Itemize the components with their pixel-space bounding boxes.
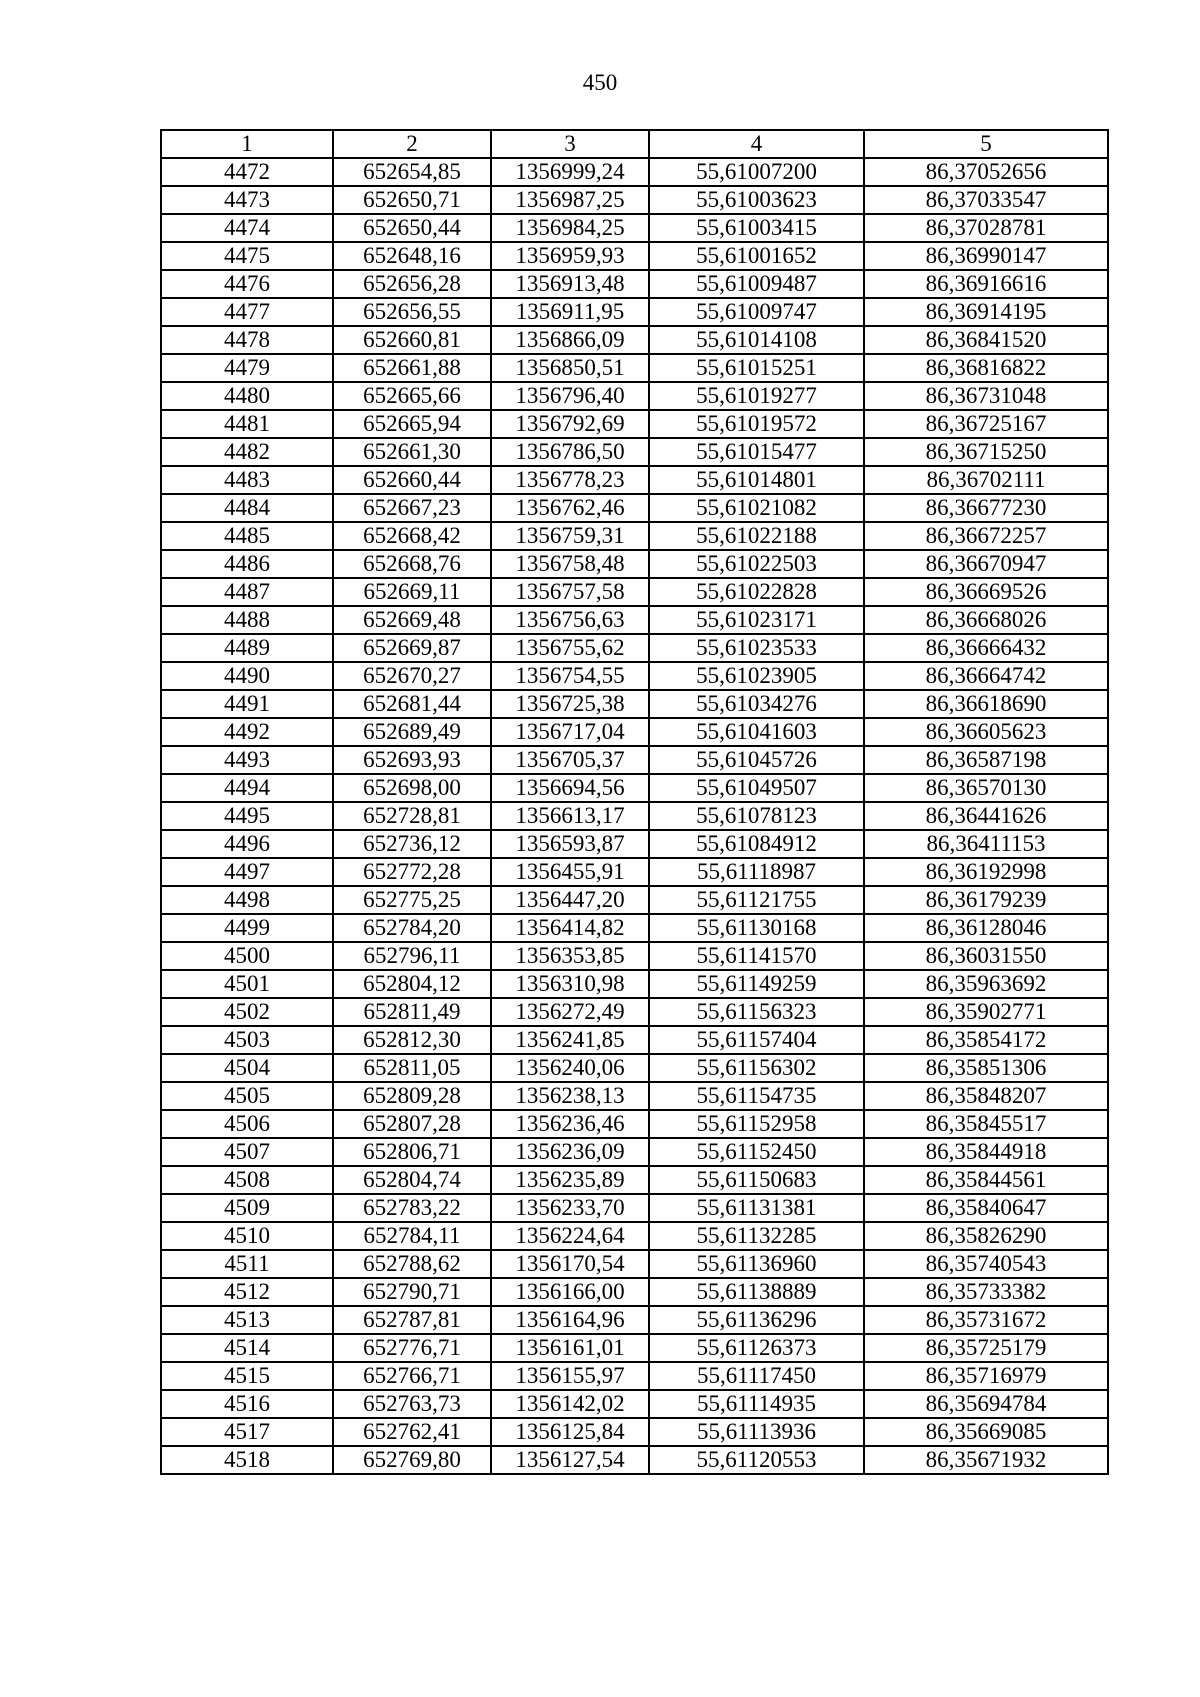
x-coordinate-cell: 652689,49: [333, 718, 491, 746]
latitude-cell: 55,61136960: [649, 1250, 864, 1278]
latitude-cell: 55,61156323: [649, 998, 864, 1026]
column-header-3: 3: [491, 130, 649, 158]
longitude-cell: 86,37033547: [864, 186, 1108, 214]
y-coordinate-cell: 1356999,24: [491, 158, 649, 186]
table-row: [161, 1194, 1108, 1222]
table-row: [161, 1054, 1108, 1082]
longitude-cell: 86,36702111: [864, 466, 1108, 494]
y-coordinate-cell: 1356792,69: [491, 410, 649, 438]
x-coordinate-cell: 652804,74: [333, 1166, 491, 1194]
y-coordinate-cell: 1356725,38: [491, 690, 649, 718]
point-number-cell: 4510: [161, 1222, 333, 1250]
y-coordinate-cell: 1356717,04: [491, 718, 649, 746]
point-number-cell: 4475: [161, 242, 333, 270]
y-coordinate-cell: 1356238,13: [491, 1082, 649, 1110]
x-coordinate-cell: 652665,66: [333, 382, 491, 410]
latitude-cell: 55,61121755: [649, 886, 864, 914]
x-coordinate-cell: 652654,85: [333, 158, 491, 186]
table-row: [161, 858, 1108, 886]
table-row: [161, 1306, 1108, 1334]
x-coordinate-cell: 652665,94: [333, 410, 491, 438]
point-number-cell: 4497: [161, 858, 333, 886]
latitude-cell: 55,61049507: [649, 774, 864, 802]
longitude-cell: 86,36715250: [864, 438, 1108, 466]
latitude-cell: 55,61156302: [649, 1054, 864, 1082]
table-row: [161, 326, 1108, 354]
x-coordinate-cell: 652790,71: [333, 1278, 491, 1306]
latitude-cell: 55,61015477: [649, 438, 864, 466]
latitude-cell: 55,61015251: [649, 354, 864, 382]
x-coordinate-cell: 652807,28: [333, 1110, 491, 1138]
longitude-cell: 86,36587198: [864, 746, 1108, 774]
y-coordinate-cell: 1356127,54: [491, 1446, 649, 1474]
x-coordinate-cell: 652787,81: [333, 1306, 491, 1334]
y-coordinate-cell: 1356353,85: [491, 942, 649, 970]
x-coordinate-cell: 652681,44: [333, 690, 491, 718]
latitude-cell: 55,61138889: [649, 1278, 864, 1306]
table-row: [161, 970, 1108, 998]
y-coordinate-cell: 1356762,46: [491, 494, 649, 522]
longitude-cell: 86,36914195: [864, 298, 1108, 326]
y-coordinate-cell: 1356447,20: [491, 886, 649, 914]
latitude-cell: 55,61157404: [649, 1026, 864, 1054]
table-row: [161, 1166, 1108, 1194]
point-number-cell: 4473: [161, 186, 333, 214]
longitude-cell: 86,35844561: [864, 1166, 1108, 1194]
latitude-cell: 55,61003623: [649, 186, 864, 214]
longitude-cell: 86,35845517: [864, 1110, 1108, 1138]
x-coordinate-cell: 652763,73: [333, 1390, 491, 1418]
point-number-cell: 4476: [161, 270, 333, 298]
table-row: [161, 886, 1108, 914]
table-row: [161, 606, 1108, 634]
header-row: [161, 130, 1108, 158]
x-coordinate-cell: 652812,30: [333, 1026, 491, 1054]
latitude-cell: 55,61023905: [649, 662, 864, 690]
y-coordinate-cell: 1356613,17: [491, 802, 649, 830]
y-coordinate-cell: 1356236,09: [491, 1138, 649, 1166]
x-coordinate-cell: 652811,49: [333, 998, 491, 1026]
longitude-cell: 86,35963692: [864, 970, 1108, 998]
longitude-cell: 86,35725179: [864, 1334, 1108, 1362]
y-coordinate-cell: 1356240,06: [491, 1054, 649, 1082]
latitude-cell: 55,61130168: [649, 914, 864, 942]
y-coordinate-cell: 1356455,91: [491, 858, 649, 886]
table-row: [161, 998, 1108, 1026]
longitude-cell: 86,36618690: [864, 690, 1108, 718]
table-row: [161, 774, 1108, 802]
longitude-cell: 86,36816822: [864, 354, 1108, 382]
point-number-cell: 4486: [161, 550, 333, 578]
table-row: [161, 214, 1108, 242]
x-coordinate-cell: 652669,48: [333, 606, 491, 634]
page-number: 450: [582, 70, 618, 95]
longitude-cell: 86,35851306: [864, 1054, 1108, 1082]
table-row: [161, 1418, 1108, 1446]
longitude-cell: 86,36666432: [864, 634, 1108, 662]
latitude-cell: 55,61141570: [649, 942, 864, 970]
longitude-cell: 86,36192998: [864, 858, 1108, 886]
longitude-cell: 86,35840647: [864, 1194, 1108, 1222]
latitude-cell: 55,61034276: [649, 690, 864, 718]
longitude-cell: 86,36441626: [864, 802, 1108, 830]
y-coordinate-cell: 1356164,96: [491, 1306, 649, 1334]
table-row: [161, 634, 1108, 662]
x-coordinate-cell: 652811,05: [333, 1054, 491, 1082]
table-row: [161, 1222, 1108, 1250]
latitude-cell: 55,61152958: [649, 1110, 864, 1138]
x-coordinate-cell: 652775,25: [333, 886, 491, 914]
latitude-cell: 55,61149259: [649, 970, 864, 998]
x-coordinate-cell: 652728,81: [333, 802, 491, 830]
point-number-cell: 4485: [161, 522, 333, 550]
table-row: [161, 1082, 1108, 1110]
longitude-cell: 86,35848207: [864, 1082, 1108, 1110]
column-header-1: 1: [161, 130, 333, 158]
longitude-cell: 86,35844918: [864, 1138, 1108, 1166]
x-coordinate-cell: 652660,44: [333, 466, 491, 494]
point-number-cell: 4517: [161, 1418, 333, 1446]
y-coordinate-cell: 1356142,02: [491, 1390, 649, 1418]
x-coordinate-cell: 652769,80: [333, 1446, 491, 1474]
y-coordinate-cell: 1356414,82: [491, 914, 649, 942]
point-number-cell: 4472: [161, 158, 333, 186]
latitude-cell: 55,61001652: [649, 242, 864, 270]
x-coordinate-cell: 652650,71: [333, 186, 491, 214]
x-coordinate-cell: 652698,00: [333, 774, 491, 802]
longitude-cell: 86,35902771: [864, 998, 1108, 1026]
latitude-cell: 55,61022828: [649, 578, 864, 606]
column-header-4: 4: [649, 130, 864, 158]
point-number-cell: 4481: [161, 410, 333, 438]
table-row: [161, 914, 1108, 942]
y-coordinate-cell: 1356850,51: [491, 354, 649, 382]
y-coordinate-cell: 1356272,49: [491, 998, 649, 1026]
table-row: [161, 298, 1108, 326]
longitude-cell: 86,36672257: [864, 522, 1108, 550]
longitude-cell: 86,36669526: [864, 578, 1108, 606]
table-row: [161, 550, 1108, 578]
latitude-cell: 55,61009747: [649, 298, 864, 326]
longitude-cell: 86,36670947: [864, 550, 1108, 578]
point-number-cell: 4490: [161, 662, 333, 690]
x-coordinate-cell: 652668,76: [333, 550, 491, 578]
x-coordinate-cell: 652669,87: [333, 634, 491, 662]
x-coordinate-cell: 652661,30: [333, 438, 491, 466]
table-row: [161, 1110, 1108, 1138]
x-coordinate-cell: 652648,16: [333, 242, 491, 270]
y-coordinate-cell: 1356224,64: [491, 1222, 649, 1250]
longitude-cell: 86,36841520: [864, 326, 1108, 354]
point-number-cell: 4494: [161, 774, 333, 802]
point-number-cell: 4480: [161, 382, 333, 410]
table-row: [161, 718, 1108, 746]
x-coordinate-cell: 652762,41: [333, 1418, 491, 1446]
x-coordinate-cell: 652809,28: [333, 1082, 491, 1110]
x-coordinate-cell: 652804,12: [333, 970, 491, 998]
table-row: [161, 1278, 1108, 1306]
table-row: [161, 466, 1108, 494]
x-coordinate-cell: 652806,71: [333, 1138, 491, 1166]
latitude-cell: 55,61078123: [649, 802, 864, 830]
latitude-cell: 55,61136296: [649, 1306, 864, 1334]
point-number-cell: 4491: [161, 690, 333, 718]
x-coordinate-cell: 652668,42: [333, 522, 491, 550]
latitude-cell: 55,61007200: [649, 158, 864, 186]
x-coordinate-cell: 652650,44: [333, 214, 491, 242]
table-row: [161, 1446, 1108, 1474]
point-number-cell: 4513: [161, 1306, 333, 1334]
latitude-cell: 55,61022503: [649, 550, 864, 578]
point-number-cell: 4487: [161, 578, 333, 606]
longitude-cell: 86,35733382: [864, 1278, 1108, 1306]
table-row: [161, 158, 1108, 186]
longitude-cell: 86,35671932: [864, 1446, 1108, 1474]
latitude-cell: 55,61150683: [649, 1166, 864, 1194]
y-coordinate-cell: 1356758,48: [491, 550, 649, 578]
longitude-cell: 86,36664742: [864, 662, 1108, 690]
x-coordinate-cell: 652784,11: [333, 1222, 491, 1250]
point-number-cell: 4478: [161, 326, 333, 354]
column-header-2: 2: [333, 130, 491, 158]
latitude-cell: 55,61113936: [649, 1418, 864, 1446]
y-coordinate-cell: 1356959,93: [491, 242, 649, 270]
longitude-cell: 86,35740543: [864, 1250, 1108, 1278]
y-coordinate-cell: 1356987,25: [491, 186, 649, 214]
y-coordinate-cell: 1356125,84: [491, 1418, 649, 1446]
table-row: [161, 802, 1108, 830]
table-row: [161, 270, 1108, 298]
x-coordinate-cell: 652784,20: [333, 914, 491, 942]
table-row: [161, 522, 1108, 550]
y-coordinate-cell: 1356913,48: [491, 270, 649, 298]
table-row: [161, 746, 1108, 774]
point-number-cell: 4515: [161, 1362, 333, 1390]
y-coordinate-cell: 1356786,50: [491, 438, 649, 466]
table-row: [161, 1334, 1108, 1362]
y-coordinate-cell: 1356155,97: [491, 1362, 649, 1390]
y-coordinate-cell: 1356984,25: [491, 214, 649, 242]
point-number-cell: 4509: [161, 1194, 333, 1222]
table-body: [161, 158, 1108, 1474]
table-row: [161, 242, 1108, 270]
point-number-cell: 4518: [161, 1446, 333, 1474]
table-row: [161, 1138, 1108, 1166]
longitude-cell: 86,36677230: [864, 494, 1108, 522]
y-coordinate-cell: 1356310,98: [491, 970, 649, 998]
table-header: [161, 130, 1108, 158]
y-coordinate-cell: 1356759,31: [491, 522, 649, 550]
column-header-5: 5: [864, 130, 1108, 158]
longitude-cell: 86,36570130: [864, 774, 1108, 802]
y-coordinate-cell: 1356754,55: [491, 662, 649, 690]
x-coordinate-cell: 652796,11: [333, 942, 491, 970]
point-number-cell: 4508: [161, 1166, 333, 1194]
y-coordinate-cell: 1356755,62: [491, 634, 649, 662]
longitude-cell: 86,36916616: [864, 270, 1108, 298]
point-number-cell: 4483: [161, 466, 333, 494]
point-number-cell: 4499: [161, 914, 333, 942]
table-row: [161, 690, 1108, 718]
table-row: [161, 942, 1108, 970]
y-coordinate-cell: 1356233,70: [491, 1194, 649, 1222]
longitude-cell: 86,36128046: [864, 914, 1108, 942]
latitude-cell: 55,61118987: [649, 858, 864, 886]
table-row: [161, 1390, 1108, 1418]
point-number-cell: 4489: [161, 634, 333, 662]
point-number-cell: 4516: [161, 1390, 333, 1418]
y-coordinate-cell: 1356866,09: [491, 326, 649, 354]
longitude-cell: 86,35669085: [864, 1418, 1108, 1446]
y-coordinate-cell: 1356757,58: [491, 578, 649, 606]
point-number-cell: 4502: [161, 998, 333, 1026]
table-row: [161, 438, 1108, 466]
point-number-cell: 4506: [161, 1110, 333, 1138]
longitude-cell: 86,37052656: [864, 158, 1108, 186]
y-coordinate-cell: 1356911,95: [491, 298, 649, 326]
x-coordinate-cell: 652776,71: [333, 1334, 491, 1362]
point-number-cell: 4505: [161, 1082, 333, 1110]
longitude-cell: 86,35694784: [864, 1390, 1108, 1418]
latitude-cell: 55,61152450: [649, 1138, 864, 1166]
table-row: [161, 1250, 1108, 1278]
table-row: [161, 1362, 1108, 1390]
point-number-cell: 4514: [161, 1334, 333, 1362]
latitude-cell: 55,61003415: [649, 214, 864, 242]
table-row: [161, 830, 1108, 858]
longitude-cell: 86,36411153: [864, 830, 1108, 858]
x-coordinate-cell: 652788,62: [333, 1250, 491, 1278]
point-number-cell: 4501: [161, 970, 333, 998]
y-coordinate-cell: 1356236,46: [491, 1110, 649, 1138]
y-coordinate-cell: 1356778,23: [491, 466, 649, 494]
latitude-cell: 55,61021082: [649, 494, 864, 522]
point-number-cell: 4503: [161, 1026, 333, 1054]
y-coordinate-cell: 1356796,40: [491, 382, 649, 410]
latitude-cell: 55,61117450: [649, 1362, 864, 1390]
latitude-cell: 55,61131381: [649, 1194, 864, 1222]
x-coordinate-cell: 652656,55: [333, 298, 491, 326]
point-number-cell: 4512: [161, 1278, 333, 1306]
table-row: [161, 578, 1108, 606]
x-coordinate-cell: 652670,27: [333, 662, 491, 690]
point-number-cell: 4493: [161, 746, 333, 774]
table-row: [161, 186, 1108, 214]
x-coordinate-cell: 652669,11: [333, 578, 491, 606]
x-coordinate-cell: 652693,93: [333, 746, 491, 774]
latitude-cell: 55,61019277: [649, 382, 864, 410]
latitude-cell: 55,61126373: [649, 1334, 864, 1362]
point-number-cell: 4504: [161, 1054, 333, 1082]
point-number-cell: 4479: [161, 354, 333, 382]
table-row: [161, 662, 1108, 690]
point-number-cell: 4511: [161, 1250, 333, 1278]
point-number-cell: 4488: [161, 606, 333, 634]
x-coordinate-cell: 652766,71: [333, 1362, 491, 1390]
latitude-cell: 55,61084912: [649, 830, 864, 858]
x-coordinate-cell: 652661,88: [333, 354, 491, 382]
x-coordinate-cell: 652736,12: [333, 830, 491, 858]
longitude-cell: 86,35716979: [864, 1362, 1108, 1390]
y-coordinate-cell: 1356694,56: [491, 774, 649, 802]
latitude-cell: 55,61014801: [649, 466, 864, 494]
longitude-cell: 86,35854172: [864, 1026, 1108, 1054]
longitude-cell: 86,36725167: [864, 410, 1108, 438]
longitude-cell: 86,36731048: [864, 382, 1108, 410]
longitude-cell: 86,35731672: [864, 1306, 1108, 1334]
point-number-cell: 4484: [161, 494, 333, 522]
y-coordinate-cell: 1356241,85: [491, 1026, 649, 1054]
longitude-cell: 86,36990147: [864, 242, 1108, 270]
x-coordinate-cell: 652660,81: [333, 326, 491, 354]
point-number-cell: 4474: [161, 214, 333, 242]
y-coordinate-cell: 1356166,00: [491, 1278, 649, 1306]
point-number-cell: 4482: [161, 438, 333, 466]
latitude-cell: 55,61009487: [649, 270, 864, 298]
table-row: [161, 494, 1108, 522]
point-number-cell: 4498: [161, 886, 333, 914]
latitude-cell: 55,61120553: [649, 1446, 864, 1474]
latitude-cell: 55,61022188: [649, 522, 864, 550]
latitude-cell: 55,61041603: [649, 718, 864, 746]
x-coordinate-cell: 652656,28: [333, 270, 491, 298]
y-coordinate-cell: 1356756,63: [491, 606, 649, 634]
x-coordinate-cell: 652772,28: [333, 858, 491, 886]
table-row: [161, 354, 1108, 382]
y-coordinate-cell: 1356705,37: [491, 746, 649, 774]
longitude-cell: 86,36031550: [864, 942, 1108, 970]
latitude-cell: 55,61014108: [649, 326, 864, 354]
x-coordinate-cell: 652783,22: [333, 1194, 491, 1222]
table-row: [161, 382, 1108, 410]
table-row: [161, 1026, 1108, 1054]
longitude-cell: 86,36668026: [864, 606, 1108, 634]
y-coordinate-cell: 1356161,01: [491, 1334, 649, 1362]
point-number-cell: 4477: [161, 298, 333, 326]
longitude-cell: 86,37028781: [864, 214, 1108, 242]
longitude-cell: 86,36605623: [864, 718, 1108, 746]
point-number-cell: 4507: [161, 1138, 333, 1166]
latitude-cell: 55,61023533: [649, 634, 864, 662]
longitude-cell: 86,36179239: [864, 886, 1108, 914]
point-number-cell: 4495: [161, 802, 333, 830]
point-number-cell: 4496: [161, 830, 333, 858]
y-coordinate-cell: 1356235,89: [491, 1166, 649, 1194]
latitude-cell: 55,61023171: [649, 606, 864, 634]
latitude-cell: 55,61154735: [649, 1082, 864, 1110]
point-number-cell: 4500: [161, 942, 333, 970]
coordinates-table: [160, 129, 1109, 1475]
x-coordinate-cell: 652667,23: [333, 494, 491, 522]
latitude-cell: 55,61132285: [649, 1222, 864, 1250]
table-row: [161, 410, 1108, 438]
latitude-cell: 55,61019572: [649, 410, 864, 438]
latitude-cell: 55,61114935: [649, 1390, 864, 1418]
latitude-cell: 55,61045726: [649, 746, 864, 774]
longitude-cell: 86,35826290: [864, 1222, 1108, 1250]
y-coordinate-cell: 1356170,54: [491, 1250, 649, 1278]
y-coordinate-cell: 1356593,87: [491, 830, 649, 858]
point-number-cell: 4492: [161, 718, 333, 746]
